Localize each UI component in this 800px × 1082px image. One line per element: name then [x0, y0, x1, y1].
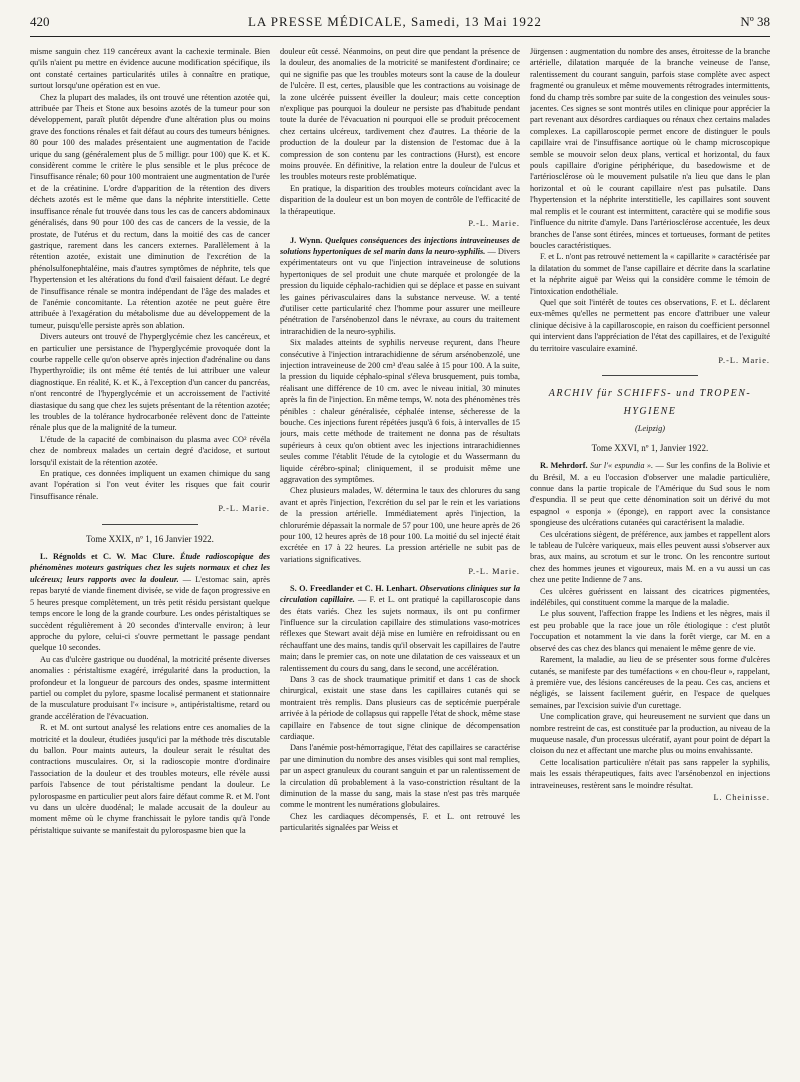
- article-abstract: [280, 583, 520, 674]
- paragraph: R. et M. ont surtout analysé les relations entre ces anomalies de la motricité et la douleur, étudiées jusqu'ici par la méthode très discutable du ballon. Pour maints auteurs, la douleur serait le résultat des contractions musculaires. Or, si la radioscopie montre d'ordinaire l'association de la douleur et des troubles moteurs, elle révèle aussi parfois l'absence de tout péristaltisme pendant la douleur. Le pylorospasme en particulier peut alors faire défaut comme R. et M. l'ont vu dans un ulcère duodénal; le malade accusait de la douleur au moment même où le chyme franchissait le pylore tandis qu'à l'onde péristaltique suivante se manifestait du pylorospasme bien que la: [30, 723, 270, 835]
- paragraph: F. et L. n'ont pas retrouvé nettement la « capillarite » caractérisée par la dilatation du sommet de l'anse capillaire et décrite dans la scarlatine et la néphrite aiguë par Weiss qui la considère comme le témoin de l'intoxication endothéliale.: [530, 252, 770, 296]
- article-authors: S. O. Freedlander et C. H. Lenhart.: [290, 583, 418, 593]
- article-text: — F. et L. ont pratiqué la capillaroscopie dans des états variés. Chez les sujets normaux, ils ont pu confirmer l'influence sur la circulation capillaire des stimulations vaso-motrices réflexes que Stewart avait déjà mise en lumière en refroidissant ou en réchauffant une des mains, tandis qu'il observait les capillaires de l'autre main; dans le premier cas, on note une dilatation de ces vaisseaux et un ralentissement du cours du sang, dans le second, une accélération.: [280, 595, 520, 673]
- paragraph: Ces ulcères guérissent en laissant des cicatrices pigmentées, indélébiles, qui constituent comme la marque de la maladie.: [530, 586, 770, 608]
- article-text: — Sur les confins de la Bolivie et du Brésil, M. a eu l'occasion d'observer une maladie particulière, connue dans la partie tropicale de l'Amérique du Sud sous le nom d'espundia. Il se peut que cette dénomination soit un dérivé du mot espagnol « esponja » (éponge), en rapport avec la consistance spongieuse des ulcérations cutanées qui caractérisent la maladie.: [530, 461, 770, 528]
- article-title: Quelques conséquences des injections intraveineuses de solutions hypertoniques de sel marin dans la neuro-syphilis.: [280, 235, 520, 256]
- paragraph: Chez plusieurs malades, W. détermina le taux des chlorures du sang avant et après l'injection, l'excrétion du sel par le rein et les variations de la pression artérielle. Immédiatement après l'injection, la chlorurémie dépassait la normale de 57 pour 100, une heure après de 26 pour 100, 12 heures après de 18 pour 100. La moitié du sel injecté était excrétée en 17 à 22 heures. La pression artérielle ne subit pas de variations significatives.: [280, 486, 520, 564]
- author-signature: P.-L. Marie.: [718, 355, 770, 365]
- paragraph: Dans l'anémie post-hémorragique, l'état des capillaires se caractérise par une diminution du nombre des anses visibles qui sont mal remplies, par un aspect granuleux du courant sanguin et par un ralentissement de la circulation dû probablement à la vaso-constriction résultant de la diminution de la masse du sang, mais la stase n'est pas très marquée comme le montrent les numérations globulaires.: [280, 743, 520, 810]
- article-title: Étude radioscopique des phénomènes moteurs gastriques chez les sujets normaux et chez les ulcéreux; leurs rapports avec la douleur.: [30, 552, 270, 584]
- article-text: — Divers expérimentateurs ont vu que l'injection intraveineuse de solutions hypertoniques de sel produit une chute marquée et prolongée de la pression du liquide céphalo-rachidien qui se déplace et passe en suivant les gaines périvasculaires dans la substance nerveuse. W. a tenté d'utiliser cette particularité chez l'homme pour assurer une meilleure pénétration de l'arsénobenzol dans le névraxe, au cours du traitement intrarachidien de la neuro-syphilis.: [280, 246, 520, 336]
- author-signature: L. Cheinisse.: [713, 792, 770, 802]
- issue-reference: Tome XXIX, nº 1, 16 Janvier 1922.: [86, 533, 214, 544]
- article-authors: R. Mehrdorf.: [540, 461, 588, 471]
- paragraph: Dans 3 cas de shock traumatique primitif et dans 1 cas de shock chirurgical, existait une stase dans les capillaires cutanés qui se montraient très remplis. Dans plusieurs cas de septicémie puerpérale arrivée à la période de collapsus qui rappelle l'état de shock, même stase capillaire en l'absence de tout signe clinique de décompensation cardiaque.: [280, 674, 520, 741]
- article-authors: L. Régnolds et C. W. Mac Clure.: [40, 552, 175, 562]
- column-1: [30, 46, 270, 1076]
- paragraph: Quel que soit l'intérêt de toutes ces observations, F. et L. déclarent eux-mêmes qu'elles ne permettent pas encore d'attribuer une valeur clinique décisive à la capillaroscopie, en raison du coefficient personnel qui intervient dans l'appréciation de l'état des capillaires, et de l'exiguïté du territoire vasculaire examiné.: [530, 297, 770, 353]
- article-abstract: [30, 551, 270, 654]
- author-signature: P.-L. Marie.: [218, 504, 270, 514]
- paragraph: Jürgensen : augmentation du nombre des anses, étroitesse de la branche artérielle, dilatation marquée de la branche veineuse de l'anse, ralentissement du courant sanguin, parfois stase complète avec aspect fragmenté ou granuleux et même mouvements rétrogrades intermittents, fond du champ très sombre par suite de la congestion des veinules sous-jacentes. Ces signes se sont montrés utiles en clinique pour apprécier la part revenant aux désordres cardiaques ou rénaux chez certains malades complexes. La capillaroscopie permet encore de distinguer le pouls capillaire vrai de l'insuffisance aortique où le champ microscopique semble se mouvoir selon deux plans, vertical et horizontal, du faux pouls capillaire d'origine périphérique, du basedowisme et de l'artériosclérose où le mouvement pulsatile n'a lieu que dans le plan horizontal et où le courant capillaire n'est pas pulsatile. Dans l'hypertension et la néphrite interstitielle, les capillaires sont souvent mal remplis et le courant est intermittent, caractère qui se modifie sous l'influence du nitrite d'amyle. Dans l'artériosclérose accentuée, les deux branches de l'anse sont étirées, minces et tortueuses, formant de petites boucles caractéristiques.: [530, 47, 770, 250]
- divider: [102, 524, 198, 525]
- paragraph: douleur eût cessé. Néanmoins, on peut dire que pendant la présence de la douleur, des anomalies de la motricité se manifestent d'ordinaire; ce qui ne signifie pas que les troubles moteurs sont la cause de la douleur de l'ulcère. Il est, certes, plausible que les contractions au voisinage de la zone ulcérée puissent éveiller la douleur; mais cette conception n'explique pas pourquoi la douleur ne persiste pas d'habitude pendant toute la durée de l'évacuation ni pourquoi elle se produit précocement chez certains ulcéreux, tardivement chez d'autres. La théorie de la production de la douleur par la distension de l'estomac due à la compression de son contenu par les contractions (Hurst), est encore moins prouvée. En définitive, la relation entre la douleur de l'ulcus et les troubles moteurs reste problématique.: [280, 47, 520, 182]
- paragraph: En pratique, la disparition des troubles moteurs coïncidant avec la disparition de la douleur est un bon moyen de contrôle de l'efficacité de la thérapeutique.: [280, 183, 520, 216]
- paragraph: L'étude de la capacité de combinaison du plasma avec CO² révéla chez de nombreux malades un certain degré d'acidose, et surtout lorsqu'il existait de la rétention azotée.: [30, 434, 270, 467]
- column-2: [280, 46, 520, 1076]
- article-title: Observations cliniques sur la circulation capillaire.: [280, 583, 520, 605]
- article-abstract: [530, 460, 770, 528]
- page-header: [30, 14, 770, 37]
- heading-line-2: HYGIENE: [623, 406, 677, 418]
- divider: [602, 375, 698, 376]
- journal-section-heading: [530, 385, 770, 421]
- issue-reference: Tome XXVI, nº 1, Janvier 1922.: [591, 442, 709, 453]
- paragraph: Six malades atteints de syphilis nerveuse reçurent, dans l'heure consécutive à l'injection intrarachidienne de sérum arsénobenzolé, une injection intraveineuse de 200 cm³ d'eau salée à 15 pour 100. A la suite, la pression du liquide céphalo-spinal s'éleva brusquement, puis tomba, réalisant une différence de 10 cm. avec le niveau initial, 30 minutes après la fin de l'injection. En même temps, W. nota des phénomènes très pénibles : chaleur généralisée, céphalée intense, sécheresse de la bouche. Ces injections furent répétées jusqu'à 6 fois, à intervalles de 15 jours, mais cette méthode de traitement ne donna pas de résultats supérieurs à ceux qu'on obtient avec les injections intrarachidiennes seules comme l'établit l'étude de la cytologie et du Wassermann du liquide cérébro-spinal; cliniquement, il se produisit même une aggravation des symptômes.: [280, 338, 520, 485]
- author-signature: P.-L. Marie.: [468, 567, 520, 577]
- paragraph: Chez les cardiaques décompensés, F. et L. ont retrouvé les particularités signalées par Weiss et: [280, 811, 520, 833]
- paragraph: Divers auteurs ont trouvé de l'hyperglycémie chez les cancéreux, et en particulier une persistance de l'hyperglycémie provoquée dont la courbe rappelle celle qu'on observe après injection d'adrénaline ou dans l'hyperthyroïdie; ils ont même été tentés de lui attribuer une valeur diagnostique. En réalité, K. et K., à l'exception d'un cancer du pancréas, n'ont rencontré de l'hyperglycémie et un accroissement de l'activité diastasique du sang que chez les sujets présentant de la rétention azotée; les troubles de la tolérance hydrocarbonée relèvent donc de l'atteinte rénale plus que de la malignité de la tumeur.: [30, 332, 270, 433]
- column-3: [530, 46, 770, 1076]
- paragraph: Rarement, la maladie, au lieu de se présenter sous forme d'ulcères cutanés, se manifeste par des tuméfactions « en chou-fleur », rappelant, à première vue, des lésions cancéreuses de la peau. Ces cas, anciens et négligés, se laissent facilement guérir, en l'espace de quelques semaines, par l'excision suivie d'un curettage.: [530, 655, 770, 710]
- journal-city: (Leipzig): [635, 424, 665, 434]
- issue-number: Nº 38: [740, 14, 770, 29]
- paragraph: Cette localisation particulière n'était pas sans rappeler la syphilis, mais les essais thérapeutiques, faits avec l'arsénobenzol en injections intraveineuses, restèrent sans le moindre résultat.: [530, 757, 770, 790]
- paragraph: Au cas d'ulcère gastrique ou duodénal, la motricité présente diverses anomalies : péristaltisme exagéré, irrégularité dans la production, la profondeur et la longueur de parcours des ondes, spasme intermittent partiel ou complet du pylore, spasme localisé permanent et stationnaire de la musculature produisant l'« incisure », antipéristaltisme, retard ou grande accélération de l'évacuation.: [30, 654, 270, 721]
- paragraph: Une complication grave, qui heureusement ne survient que dans un nombre restreint de cas, est constituée par la production, au niveau de la muqueuse nasale, d'un processus ulcératif, ayant pour point de départ la cloison du nez et affectant une marche plus ou moins envahissante.: [530, 712, 770, 756]
- page-number: 420: [30, 14, 50, 29]
- paragraph: Chez la plupart des malades, ils ont trouvé une rétention azotée qui, attribuée par Theis et Stone aux besoins azotés de la tumeur pour son développement, paraît plutôt dépendre d'une altération plus ou moins grave des fonctions rénales et fait défaut au cours des tumeurs bénignes. 80 pour 100 des malades présentaient une augmentation de l'acide urique du sang (généralement plus de 5 milligr. pour 100) que K. et K. considèrent comme le critère le plus sensible et le plus précoce de l'insuffisance rénale; 60 pour 100 montraient une augmentation de l'urée et de la créatinine. L'ordre d'apparition de la rétention des divers déchets azotés est le même que dans la néphrite interstitielle. Cette insuffisance rénale fut trouvée dans tous les cas de cancers abdominaux généralisés, dans 90 pour 100 des cas de cancers de la vessie, de la prostate, de l'utérus et du rectum, dans la moitié des cas de cancer gastrique, rarement dans les cancers externes. Parallèlement à la rétention azotée, existait une diminution de l'excrétion de la phénolsulfonephtaléine, mais d'autres symptômes de néphrite, tels que l'hypertension et les altérations du fond d'œil faisaient défaut. Le degré de l'insuffisance rénale se montra indépendant de l'âge des malades et de l'anémie concomitante. La rétention azotée ne peut guère être attribuée à l'exagération du métabolisme due au développement de la tumeur, puisqu'elle persiste après son ablation.: [30, 92, 270, 330]
- article-text: — L'estomac sain, après repas baryté de viande finement divisée, se vide de façon progressive en 5 heures presque complètement, un très petit résidu persistant quelque temps encore le long de la grande courbure. Les ondes péristaltiques se succèdent régulièrement à 20 secondes d'intervalle environ; à leur approche du pylore, celui-ci s'ouvre permettant le passage pendant quelque 10 secondes.: [30, 574, 270, 653]
- columns: [30, 46, 770, 1076]
- paragraph: Ces ulcérations siègent, de préférence, aux jambes et rappellent alors le tableau de l'ulcère variqueux, mais elles peuvent aussi s'observer aux bras, aux mains, au scrotum et sur le tronc. On les rencontre surtout chez des hommes jeunes et vigoureux, mais M. en a vu aussi un cas chez une petite Indienne de 7 ans.: [530, 529, 770, 585]
- paragraph: misme sanguin chez 119 cancéreux avant la cachexie terminale. Bien qu'ils n'aient pu mettre en évidence aucune modification spécifique, ils ont constaté certaines particularités utiles à connaître en pratique, surtout lorsqu'une opération est en vue.: [30, 47, 270, 91]
- paragraph: Le plus souvent, l'affection frappe les Indiens et les nègres, mais il est peu probable que la race joue un rôle étiologique : c'est plutôt l'occupation et notamment la vie dans la forêt vierge, car M. en a observé des cas chez des blancs qui menaient le même genre de vie.: [530, 609, 770, 653]
- journal-title: LA PRESSE MÉDICALE, Samedi, 13 Mai 1922: [247, 14, 542, 29]
- article-title: Sur l'« espundia ».: [589, 461, 654, 471]
- author-signature: P.-L. Marie.: [468, 219, 520, 229]
- paragraph: En pratique, ces données impliquent un examen chimique du sang avant l'opération si l'on veut éviter les risques que fait courir l'insuffisance rénale.: [30, 469, 270, 501]
- article-abstract: [280, 235, 520, 338]
- article-authors: J. Wynn.: [290, 235, 323, 245]
- heading-line-1: ARCHIV für SCHIFFS- und TROPEN-: [548, 388, 752, 400]
